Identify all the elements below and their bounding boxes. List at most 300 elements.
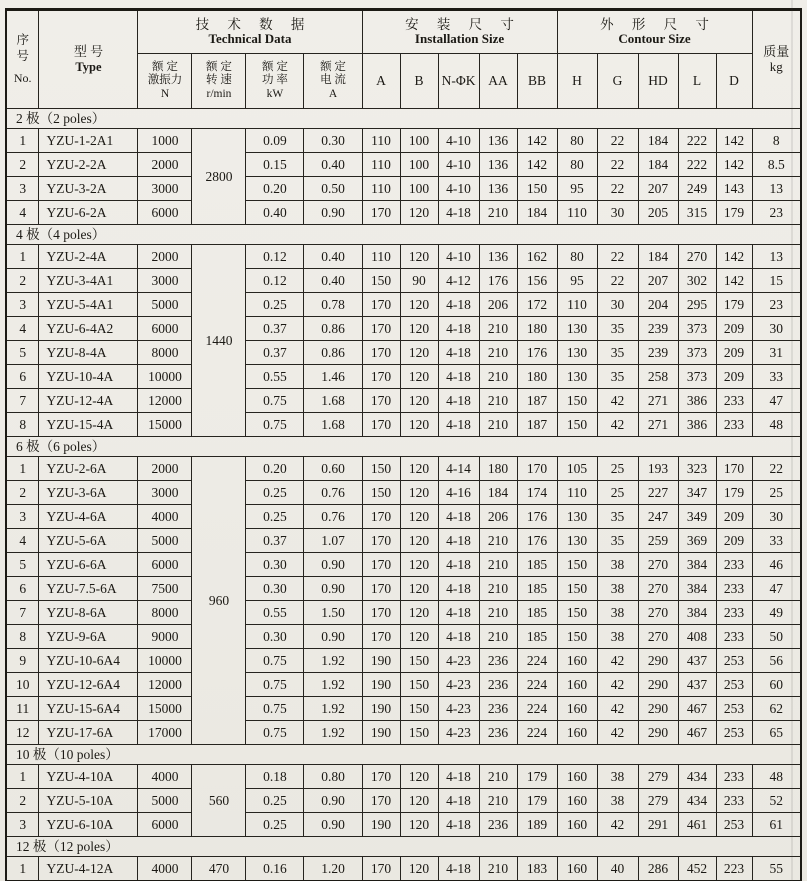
cell-force: 4000 <box>138 857 192 881</box>
cell-dim-hd: 239 <box>638 317 678 341</box>
cell-mass: 48 <box>752 413 801 437</box>
rated-current-zh1: 额 定 <box>320 61 346 74</box>
cell-dim-h: 110 <box>557 201 597 225</box>
cell-dim-d: 142 <box>716 129 752 153</box>
cell-dim-bb: 142 <box>517 153 557 177</box>
cell-mass: 61 <box>752 813 801 837</box>
cell-dim-a: 170 <box>362 529 400 553</box>
cell-mass: 56 <box>752 649 801 673</box>
cell-dim-l: 467 <box>678 721 716 745</box>
cell-mass: 47 <box>752 577 801 601</box>
motor-spec-table <box>5 8 802 881</box>
cell-power-kw: 0.12 <box>246 269 304 293</box>
cell-dim-h: 160 <box>557 721 597 745</box>
cell-power-kw: 0.25 <box>246 481 304 505</box>
cell-dim-nk: 4-18 <box>438 317 479 341</box>
cell-power-kw: 0.16 <box>246 857 304 881</box>
cell-current-a: 1.92 <box>304 649 362 673</box>
cell-force: 15000 <box>138 413 192 437</box>
cell-dim-g: 22 <box>597 153 638 177</box>
cell-dim-b: 150 <box>400 697 438 721</box>
cell-force: 6000 <box>138 317 192 341</box>
cell-dim-l: 373 <box>678 341 716 365</box>
cell-mass: 60 <box>752 673 801 697</box>
cell-current-a: 1.92 <box>304 673 362 697</box>
cell-dim-b: 120 <box>400 857 438 881</box>
cell-no: 2 <box>6 789 39 813</box>
cell-current-a: 0.76 <box>304 505 362 529</box>
cell-current-a: 1.92 <box>304 697 362 721</box>
cell-dim-b: 120 <box>400 813 438 837</box>
cell-power-kw: 0.40 <box>246 201 304 225</box>
cell-mass: 46 <box>752 553 801 577</box>
cell-dim-hd: 290 <box>638 649 678 673</box>
cell-no: 3 <box>6 177 39 201</box>
cell-dim-g: 42 <box>597 813 638 837</box>
cell-type: YZU-9-6A <box>39 625 138 649</box>
cell-power-kw: 0.25 <box>246 293 304 317</box>
cell-dim-nk: 4-18 <box>438 601 479 625</box>
cell-dim-aa: 136 <box>479 245 517 269</box>
cell-dim-nk: 4-18 <box>438 505 479 529</box>
cell-dim-nk: 4-18 <box>438 789 479 813</box>
section-header-row <box>6 225 801 245</box>
cell-dim-l: 302 <box>678 269 716 293</box>
cell-dim-g: 38 <box>597 625 638 649</box>
cell-dim-g: 42 <box>597 389 638 413</box>
cell-dim-hd: 184 <box>638 245 678 269</box>
cell-force: 6000 <box>138 201 192 225</box>
col-header-rated-speed <box>192 54 246 109</box>
cell-type: YZU-1-2A1 <box>39 129 138 153</box>
col-header-L: L <box>678 54 716 109</box>
cell-current-a: 0.86 <box>304 341 362 365</box>
cell-dim-nk: 4-18 <box>438 389 479 413</box>
cell-dim-bb: 170 <box>517 457 557 481</box>
cell-dim-g: 42 <box>597 413 638 437</box>
cell-no: 6 <box>6 577 39 601</box>
cell-dim-hd: 290 <box>638 673 678 697</box>
cell-dim-a: 170 <box>362 389 400 413</box>
cell-current-a: 1.50 <box>304 601 362 625</box>
cell-dim-bb: 174 <box>517 481 557 505</box>
section-label: 12 极（12 poles） <box>6 837 801 857</box>
cell-dim-bb: 179 <box>517 765 557 789</box>
cell-power-kw: 0.75 <box>246 721 304 745</box>
cell-dim-l: 384 <box>678 577 716 601</box>
group-installation-size-en: Installation Size <box>414 31 505 47</box>
cell-type: YZU-7.5-6A <box>39 577 138 601</box>
cell-dim-b: 120 <box>400 601 438 625</box>
cell-dim-a: 110 <box>362 129 400 153</box>
cell-no: 12 <box>6 721 39 745</box>
cell-dim-b: 120 <box>400 765 438 789</box>
cell-dim-hd: 279 <box>638 789 678 813</box>
cell-no: 1 <box>6 457 39 481</box>
cell-dim-h: 150 <box>557 601 597 625</box>
cell-dim-b: 120 <box>400 201 438 225</box>
cell-dim-hd: 258 <box>638 365 678 389</box>
cell-dim-nk: 4-10 <box>438 129 479 153</box>
cell-current-a: 0.30 <box>304 129 362 153</box>
cell-dim-aa: 210 <box>479 789 517 813</box>
cell-dim-g: 42 <box>597 697 638 721</box>
rated-speed-zh1: 额 定 <box>206 61 232 74</box>
cell-dim-aa: 136 <box>479 177 517 201</box>
section-label: 10 极（10 poles） <box>6 745 801 765</box>
cell-dim-aa: 206 <box>479 505 517 529</box>
cell-dim-l: 386 <box>678 389 716 413</box>
cell-no: 1 <box>6 129 39 153</box>
cell-dim-g: 42 <box>597 721 638 745</box>
cell-dim-b: 120 <box>400 389 438 413</box>
cell-force: 12000 <box>138 673 192 697</box>
cell-power-kw: 0.09 <box>246 129 304 153</box>
col-header-HD: HD <box>638 54 678 109</box>
cell-type: YZU-3-2A <box>39 177 138 201</box>
cell-dim-d: 253 <box>716 721 752 745</box>
cell-force: 3000 <box>138 177 192 201</box>
cell-dim-g: 35 <box>597 341 638 365</box>
cell-mass: 55 <box>752 857 801 881</box>
cell-dim-hd: 227 <box>638 481 678 505</box>
cell-dim-d: 253 <box>716 649 752 673</box>
cell-dim-d: 143 <box>716 177 752 201</box>
cell-no: 7 <box>6 389 39 413</box>
cell-dim-g: 35 <box>597 317 638 341</box>
cell-dim-b: 120 <box>400 481 438 505</box>
cell-dim-a: 190 <box>362 721 400 745</box>
cell-dim-g: 35 <box>597 365 638 389</box>
table-row <box>6 813 801 837</box>
cell-dim-nk: 4-18 <box>438 413 479 437</box>
table-row <box>6 789 801 813</box>
cell-power-kw: 0.55 <box>246 365 304 389</box>
cell-power-kw: 0.12 <box>246 245 304 269</box>
cell-type: YZU-4-12A <box>39 857 138 881</box>
cell-type: YZU-5-4A1 <box>39 293 138 317</box>
cell-dim-b: 150 <box>400 673 438 697</box>
cell-no: 3 <box>6 813 39 837</box>
cell-force: 15000 <box>138 697 192 721</box>
cell-dim-l: 386 <box>678 413 716 437</box>
cell-dim-nk: 4-18 <box>438 765 479 789</box>
cell-dim-d: 233 <box>716 413 752 437</box>
cell-dim-h: 130 <box>557 365 597 389</box>
table-row <box>6 601 801 625</box>
cell-power-kw: 0.75 <box>246 413 304 437</box>
cell-dim-l: 452 <box>678 857 716 881</box>
cell-dim-g: 35 <box>597 529 638 553</box>
cell-dim-h: 110 <box>557 481 597 505</box>
cell-dim-l: 373 <box>678 317 716 341</box>
cell-type: YZU-8-6A <box>39 601 138 625</box>
cell-dim-aa: 236 <box>479 697 517 721</box>
cell-dim-b: 150 <box>400 649 438 673</box>
cell-force: 1000 <box>138 129 192 153</box>
cell-dim-b: 100 <box>400 177 438 201</box>
cell-dim-d: 233 <box>716 789 752 813</box>
cell-dim-d: 142 <box>716 245 752 269</box>
col-header-N-phi-K: N-ΦK <box>438 54 479 109</box>
rated-power-zh1: 额 定 <box>262 61 288 74</box>
cell-dim-d: 170 <box>716 457 752 481</box>
cell-dim-a: 170 <box>362 341 400 365</box>
cell-dim-bb: 185 <box>517 601 557 625</box>
cell-dim-a: 170 <box>362 601 400 625</box>
cell-dim-d: 233 <box>716 389 752 413</box>
cell-dim-bb: 187 <box>517 389 557 413</box>
cell-dim-bb: 176 <box>517 529 557 553</box>
cell-dim-l: 384 <box>678 601 716 625</box>
col-header-AA: AA <box>479 54 517 109</box>
cell-no: 11 <box>6 697 39 721</box>
cell-power-kw: 0.37 <box>246 529 304 553</box>
table-row <box>6 317 801 341</box>
cell-dim-h: 95 <box>557 269 597 293</box>
table-row <box>6 129 801 153</box>
spec-table-body <box>6 109 801 881</box>
cell-type: YZU-6-10A <box>39 813 138 837</box>
col-header-no-zh1: 序 <box>16 33 29 48</box>
cell-no: 8 <box>6 413 39 437</box>
cell-power-kw: 0.20 <box>246 177 304 201</box>
cell-power-kw: 0.25 <box>246 813 304 837</box>
cell-mass: 13 <box>752 177 801 201</box>
cell-mass: 33 <box>752 365 801 389</box>
cell-type: YZU-2-6A <box>39 457 138 481</box>
cell-dim-l: 249 <box>678 177 716 201</box>
cell-dim-d: 233 <box>716 601 752 625</box>
cell-dim-bb: 184 <box>517 201 557 225</box>
cell-no: 7 <box>6 601 39 625</box>
cell-no: 2 <box>6 269 39 293</box>
table-row <box>6 697 801 721</box>
cell-dim-l: 384 <box>678 553 716 577</box>
cell-dim-nk: 4-18 <box>438 857 479 881</box>
cell-no: 1 <box>6 245 39 269</box>
cell-no: 4 <box>6 529 39 553</box>
cell-dim-hd: 247 <box>638 505 678 529</box>
cell-dim-a: 190 <box>362 673 400 697</box>
cell-current-a: 0.90 <box>304 577 362 601</box>
cell-dim-nk: 4-14 <box>438 457 479 481</box>
cell-power-kw: 0.55 <box>246 601 304 625</box>
group-installation-size-zh: 安 装 尺 寸 <box>405 16 522 32</box>
cell-power-kw: 0.18 <box>246 765 304 789</box>
cell-mass: 30 <box>752 505 801 529</box>
col-header-A: A <box>362 54 400 109</box>
cell-power-kw: 0.30 <box>246 553 304 577</box>
cell-dim-hd: 270 <box>638 553 678 577</box>
table-row <box>6 649 801 673</box>
cell-dim-bb: 224 <box>517 721 557 745</box>
cell-dim-g: 22 <box>597 177 638 201</box>
rated-force-zh1: 额 定 <box>152 61 178 74</box>
cell-dim-h: 80 <box>557 153 597 177</box>
cell-force: 4000 <box>138 765 192 789</box>
cell-type: YZU-15-6A4 <box>39 697 138 721</box>
cell-no: 4 <box>6 317 39 341</box>
cell-no: 9 <box>6 649 39 673</box>
cell-current-a: 0.40 <box>304 269 362 293</box>
cell-dim-h: 160 <box>557 789 597 813</box>
cell-force: 6000 <box>138 813 192 837</box>
cell-dim-l: 349 <box>678 505 716 529</box>
table-row <box>6 177 801 201</box>
cell-dim-hd: 204 <box>638 293 678 317</box>
cell-dim-hd: 270 <box>638 601 678 625</box>
cell-type: YZU-5-6A <box>39 529 138 553</box>
cell-dim-nk: 4-23 <box>438 697 479 721</box>
cell-dim-g: 38 <box>597 601 638 625</box>
cell-dim-nk: 4-16 <box>438 481 479 505</box>
cell-force: 5000 <box>138 293 192 317</box>
cell-power-kw: 0.30 <box>246 577 304 601</box>
cell-dim-aa: 176 <box>479 269 517 293</box>
cell-dim-b: 120 <box>400 341 438 365</box>
cell-type: YZU-2-4A <box>39 245 138 269</box>
cell-dim-b: 120 <box>400 577 438 601</box>
cell-dim-aa: 210 <box>479 765 517 789</box>
cell-dim-nk: 4-18 <box>438 625 479 649</box>
table-row <box>6 765 801 789</box>
cell-dim-g: 38 <box>597 765 638 789</box>
table-row <box>6 201 801 225</box>
cell-dim-l: 222 <box>678 153 716 177</box>
cell-power-kw: 0.37 <box>246 341 304 365</box>
cell-dim-bb: 189 <box>517 813 557 837</box>
cell-dim-a: 150 <box>362 481 400 505</box>
cell-dim-aa: 184 <box>479 481 517 505</box>
rated-force-zh2: 激振力 <box>147 74 183 87</box>
cell-dim-l: 373 <box>678 365 716 389</box>
cell-current-a: 1.46 <box>304 365 362 389</box>
table-row <box>6 341 801 365</box>
cell-dim-aa: 210 <box>479 413 517 437</box>
cell-dim-bb: 183 <box>517 857 557 881</box>
group-technical-data-en: Technical Data <box>208 31 292 47</box>
cell-current-a: 0.76 <box>304 481 362 505</box>
cell-dim-a: 190 <box>362 649 400 673</box>
table-row <box>6 529 801 553</box>
cell-current-a: 0.90 <box>304 553 362 577</box>
cell-dim-hd: 184 <box>638 129 678 153</box>
cell-dim-l: 347 <box>678 481 716 505</box>
cell-type: YZU-6-4A2 <box>39 317 138 341</box>
cell-dim-aa: 136 <box>479 129 517 153</box>
cell-current-a: 0.60 <box>304 457 362 481</box>
cell-power-kw: 0.75 <box>246 697 304 721</box>
cell-dim-bb: 224 <box>517 697 557 721</box>
cell-mass: 47 <box>752 389 801 413</box>
cell-dim-a: 170 <box>362 765 400 789</box>
cell-dim-nk: 4-18 <box>438 529 479 553</box>
cell-dim-l: 434 <box>678 765 716 789</box>
cell-mass: 23 <box>752 201 801 225</box>
cell-dim-aa: 210 <box>479 553 517 577</box>
cell-force: 10000 <box>138 649 192 673</box>
cell-dim-l: 434 <box>678 789 716 813</box>
cell-dim-bb: 185 <box>517 553 557 577</box>
cell-dim-a: 110 <box>362 177 400 201</box>
cell-dim-nk: 4-18 <box>438 365 479 389</box>
cell-rated-speed: 560 <box>192 765 246 837</box>
cell-dim-d: 209 <box>716 505 752 529</box>
cell-power-kw: 0.75 <box>246 673 304 697</box>
cell-dim-l: 369 <box>678 529 716 553</box>
cell-force: 3000 <box>138 481 192 505</box>
cell-dim-d: 253 <box>716 697 752 721</box>
cell-type: YZU-12-4A <box>39 389 138 413</box>
cell-current-a: 0.80 <box>304 765 362 789</box>
cell-power-kw: 0.75 <box>246 389 304 413</box>
cell-dim-h: 160 <box>557 813 597 837</box>
cell-power-kw: 0.25 <box>246 789 304 813</box>
cell-dim-nk: 4-23 <box>438 673 479 697</box>
cell-mass: 65 <box>752 721 801 745</box>
cell-dim-h: 150 <box>557 413 597 437</box>
cell-type: YZU-4-6A <box>39 505 138 529</box>
cell-mass: 30 <box>752 317 801 341</box>
cell-current-a: 1.07 <box>304 529 362 553</box>
cell-type: YZU-12-6A4 <box>39 673 138 697</box>
cell-dim-h: 150 <box>557 625 597 649</box>
cell-dim-d: 209 <box>716 341 752 365</box>
cell-dim-bb: 179 <box>517 789 557 813</box>
cell-dim-a: 170 <box>362 317 400 341</box>
cell-type: YZU-6-6A <box>39 553 138 577</box>
cell-dim-g: 22 <box>597 129 638 153</box>
cell-dim-aa: 210 <box>479 341 517 365</box>
cell-no: 2 <box>6 481 39 505</box>
group-technical-data-zh: 技 术 数 据 <box>195 16 312 32</box>
cell-dim-aa: 236 <box>479 649 517 673</box>
cell-dim-a: 170 <box>362 553 400 577</box>
cell-dim-hd: 286 <box>638 857 678 881</box>
cell-dim-g: 42 <box>597 649 638 673</box>
cell-dim-g: 38 <box>597 789 638 813</box>
cell-force: 2000 <box>138 245 192 269</box>
col-header-rated-power <box>246 54 304 109</box>
cell-mass: 31 <box>752 341 801 365</box>
rated-speed-zh2: 转 速 <box>206 74 232 87</box>
cell-dim-bb: 180 <box>517 365 557 389</box>
rated-force-unit: N <box>160 87 170 100</box>
cell-dim-a: 170 <box>362 789 400 813</box>
cell-dim-aa: 210 <box>479 529 517 553</box>
cell-current-a: 0.50 <box>304 177 362 201</box>
cell-dim-nk: 4-23 <box>438 649 479 673</box>
cell-mass: 33 <box>752 529 801 553</box>
cell-dim-aa: 210 <box>479 389 517 413</box>
cell-mass: 8 <box>752 129 801 153</box>
cell-dim-b: 120 <box>400 413 438 437</box>
rated-speed-unit: r/min <box>206 87 232 100</box>
cell-no: 5 <box>6 553 39 577</box>
cell-dim-h: 160 <box>557 857 597 881</box>
cell-dim-g: 40 <box>597 857 638 881</box>
table-row <box>6 389 801 413</box>
cell-dim-b: 90 <box>400 269 438 293</box>
cell-mass: 52 <box>752 789 801 813</box>
cell-dim-b: 120 <box>400 529 438 553</box>
cell-dim-hd: 207 <box>638 269 678 293</box>
cell-dim-b: 120 <box>400 505 438 529</box>
cell-mass: 22 <box>752 457 801 481</box>
cell-dim-bb: 150 <box>517 177 557 201</box>
cell-dim-g: 38 <box>597 553 638 577</box>
